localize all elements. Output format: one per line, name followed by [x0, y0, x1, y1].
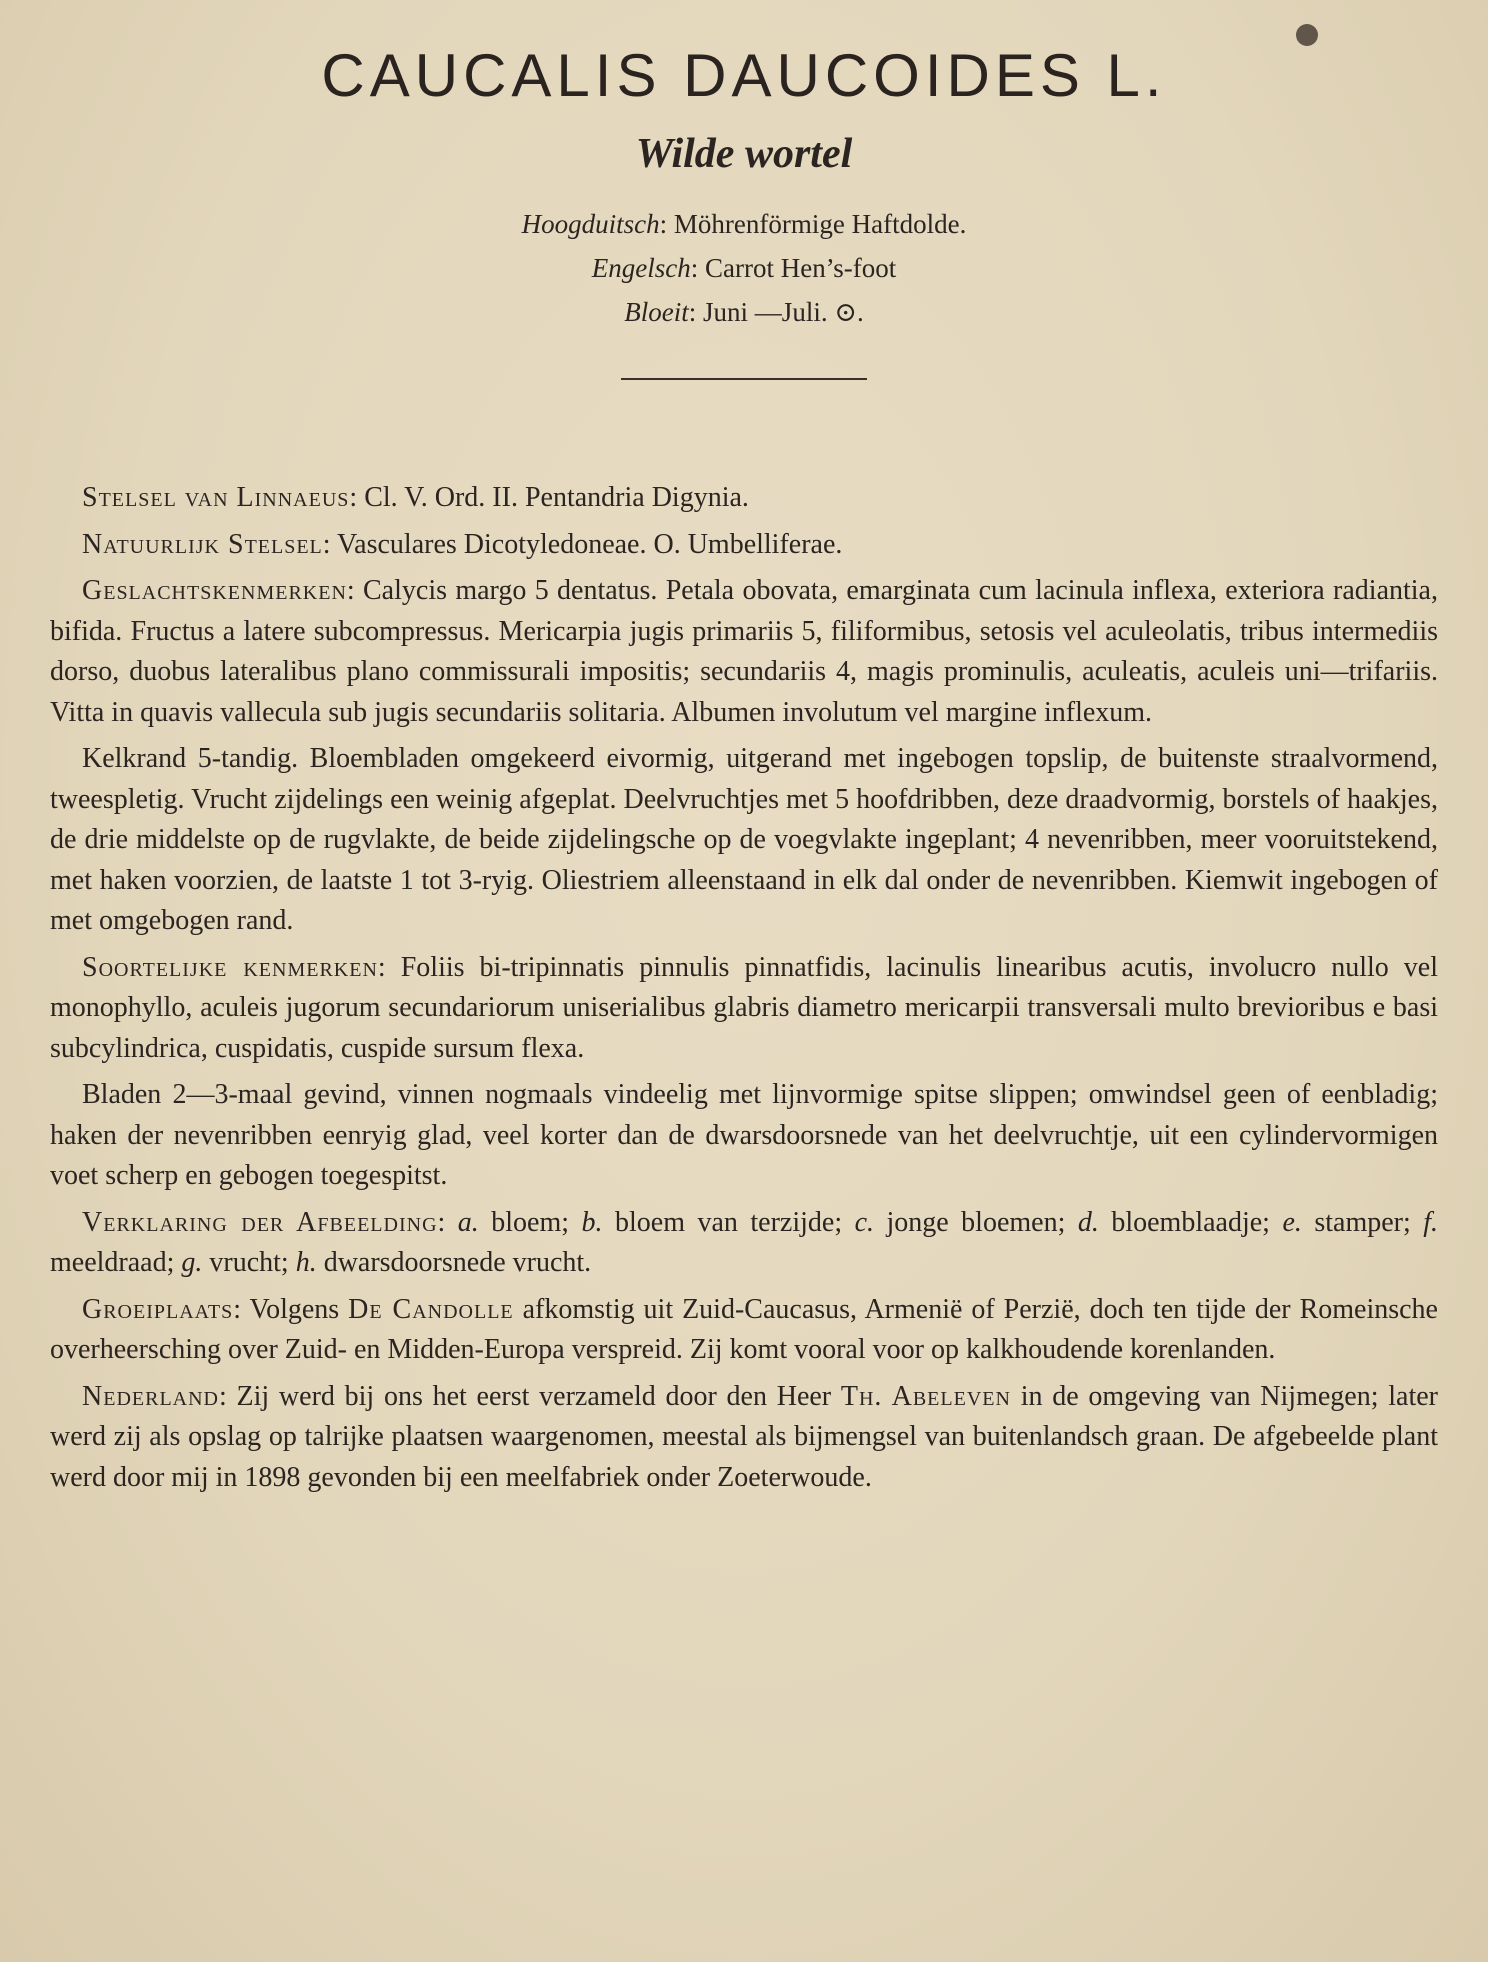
section-soort-dutch: Bladen 2—3-maal gevind, vinnen nogmaals vindeelig met lijnvormige spitse slippen; omwindsel geen of eenbladig; haken der nevenribben eenryig glad, veel korter dan de dwarsdoorsnede van het deelvruchtje, uit een cylindervormigen voet scherp en gebogen toegespitst. — [50, 1079, 1438, 1191]
section-nederland — [50, 1377, 1438, 1499]
section-text: afkomstig uit Zuid-Caucasus, Armenië of Perzië, doch ten tijde der Romeinsche overheersching over Zuid- en Midden-Europa verspreid. Zij komt vooral voor op kalkhoudende korenlanden. — [50, 1293, 1438, 1365]
figure-desc: vrucht; — [202, 1247, 296, 1278]
meta-block — [0, 202, 1488, 334]
section-text: : Volgens — [233, 1293, 349, 1325]
section-geslacht-dutch: Kelkrand 5-tandig. Bloembladen omgekeerd eivormig, uitgerand met ingebogen topslip, de buitenste straalvormend, tweespletig. Vrucht zijdelings een weinig afgeplat. Deelvruchtjes met 5 hoofdribben, deze draadvormig, borstels of haakjes, de drie middelste op de rugvlakte, de beide zijdelingsche op de voegvlakte ingeplant; 4 nevenribben, meer vooruitstekend, met haken voorzien, de laatste 1 tot 3-ryig. Oliestriem alleenstaand in elk dal onder de nevenribben. Kiemwit ingebogen of met omgebogen rand. — [50, 743, 1438, 936]
figure-key: b. — [581, 1206, 603, 1238]
section-label: Natuurlijk Stelsel — [82, 528, 323, 560]
meta-sep: : — [690, 253, 699, 283]
section-soort — [50, 948, 1438, 1070]
section-linnaeus — [50, 478, 1438, 519]
meta-value: Carrot Hen’s-foot — [698, 253, 897, 283]
common-name: Wilde wortel — [635, 131, 853, 177]
section-label: Verklaring der Afbeelding — [82, 1206, 438, 1238]
meta-label: Bloeit — [624, 297, 689, 327]
meta-bloom — [0, 290, 1488, 334]
figure-key: d. — [1077, 1206, 1099, 1238]
section-verklaring — [50, 1203, 1438, 1284]
meta-german — [0, 202, 1488, 246]
meta-english — [0, 246, 1488, 290]
section-label: Geslachtskenmerken — [82, 575, 347, 606]
section-sep: : — [437, 1206, 458, 1238]
section-label: Groeiplaats — [82, 1293, 234, 1325]
section-groeiplaats — [50, 1290, 1438, 1371]
figure-key: g. — [181, 1247, 203, 1278]
figure-desc: bloem van terzijde; — [602, 1206, 855, 1238]
section-label: Nederland — [82, 1380, 219, 1412]
section-label: Soortelijke kenmerken — [82, 951, 378, 983]
meta-sep: : — [659, 209, 668, 239]
meta-label: Engelsch — [591, 253, 691, 283]
meta-sep: : — [688, 297, 697, 327]
body-text — [50, 478, 1438, 1504]
figure-desc: meeldraad; — [50, 1247, 182, 1278]
person-name: Th. Abeleven — [840, 1380, 1011, 1412]
figure-key: h. — [295, 1247, 317, 1278]
divider — [621, 378, 867, 380]
figure-desc: jonge bloemen; — [874, 1206, 1078, 1238]
figure-desc: bloem; — [478, 1206, 582, 1238]
section-geslacht — [50, 571, 1438, 733]
figure-key: e. — [1282, 1206, 1302, 1238]
person-name: De Candolle — [348, 1293, 514, 1325]
figure-desc: stamper; — [1301, 1206, 1424, 1238]
section-text: : Vasculares Dicotyledoneae. O. Umbelliferae. — [322, 528, 843, 560]
section-text: : Calycis margo 5 dentatus. Petala obovata, emarginata cum lacinula inflexa, exteriora radiantia, bifida. Fructus a latere subcompressus. Mericarpia jugis primariis 5, filiformibus, setosis vel aculeolatis, tribus intermediis dorso, duobus lateralibus plano commissurali impositis; secundariis 4, magis prominulis, aculeatis, aculeis uni—trifariis. Vitta in quavis vallecula sub jugis secundariis solitaria. Albumen involutum vel margine inflexum. — [50, 575, 1438, 728]
section-text: in de omgeving van Nijmegen; later werd zij als opslag op talrijke plaatsen waargenomen, meestal als bijmengsel van buitenlandsch graan. De afgebeelde plant werd door mij in 1898 gevonden bij een meelfabriek onder Zoeterwoude. — [50, 1380, 1438, 1493]
meta-label: Hoogduitsch — [521, 209, 660, 239]
meta-value: Möhrenförmige Haftdolde. — [667, 209, 967, 239]
section-text: : Zij werd bij ons het eerst verzameld door den Heer — [218, 1380, 841, 1412]
figure-desc: bloemblaadje; — [1098, 1206, 1283, 1238]
figure-key: a. — [457, 1206, 479, 1238]
section-natuurlijk — [50, 525, 1438, 566]
figure-desc: dwarsdoorsnede vrucht. — [316, 1247, 592, 1278]
figure-key: c. — [854, 1206, 875, 1238]
page-title: CAUCALIS DAUCOIDES L. — [321, 42, 1167, 109]
section-text: : Cl. V. Ord. II. Pentandria Digynia. — [349, 482, 749, 513]
header — [0, 36, 1488, 380]
section-label: Stelsel van Linnaeus — [82, 482, 350, 513]
section-text: : Foliis bi-tripinnatis pinnulis pinnatfidis, lacinulis linearibus acutis, involucro nullo vel monophyllo, aculeis jugorum secundariorum uniserialibus glabris diametro mericarpii transversali multo brevioribus e basi subcylindrica, cuspidatis, cuspide sursum flexa. — [50, 951, 1438, 1064]
figure-key: f. — [1423, 1206, 1439, 1238]
meta-value: Juni —Juli. ⊙. — [696, 297, 864, 327]
